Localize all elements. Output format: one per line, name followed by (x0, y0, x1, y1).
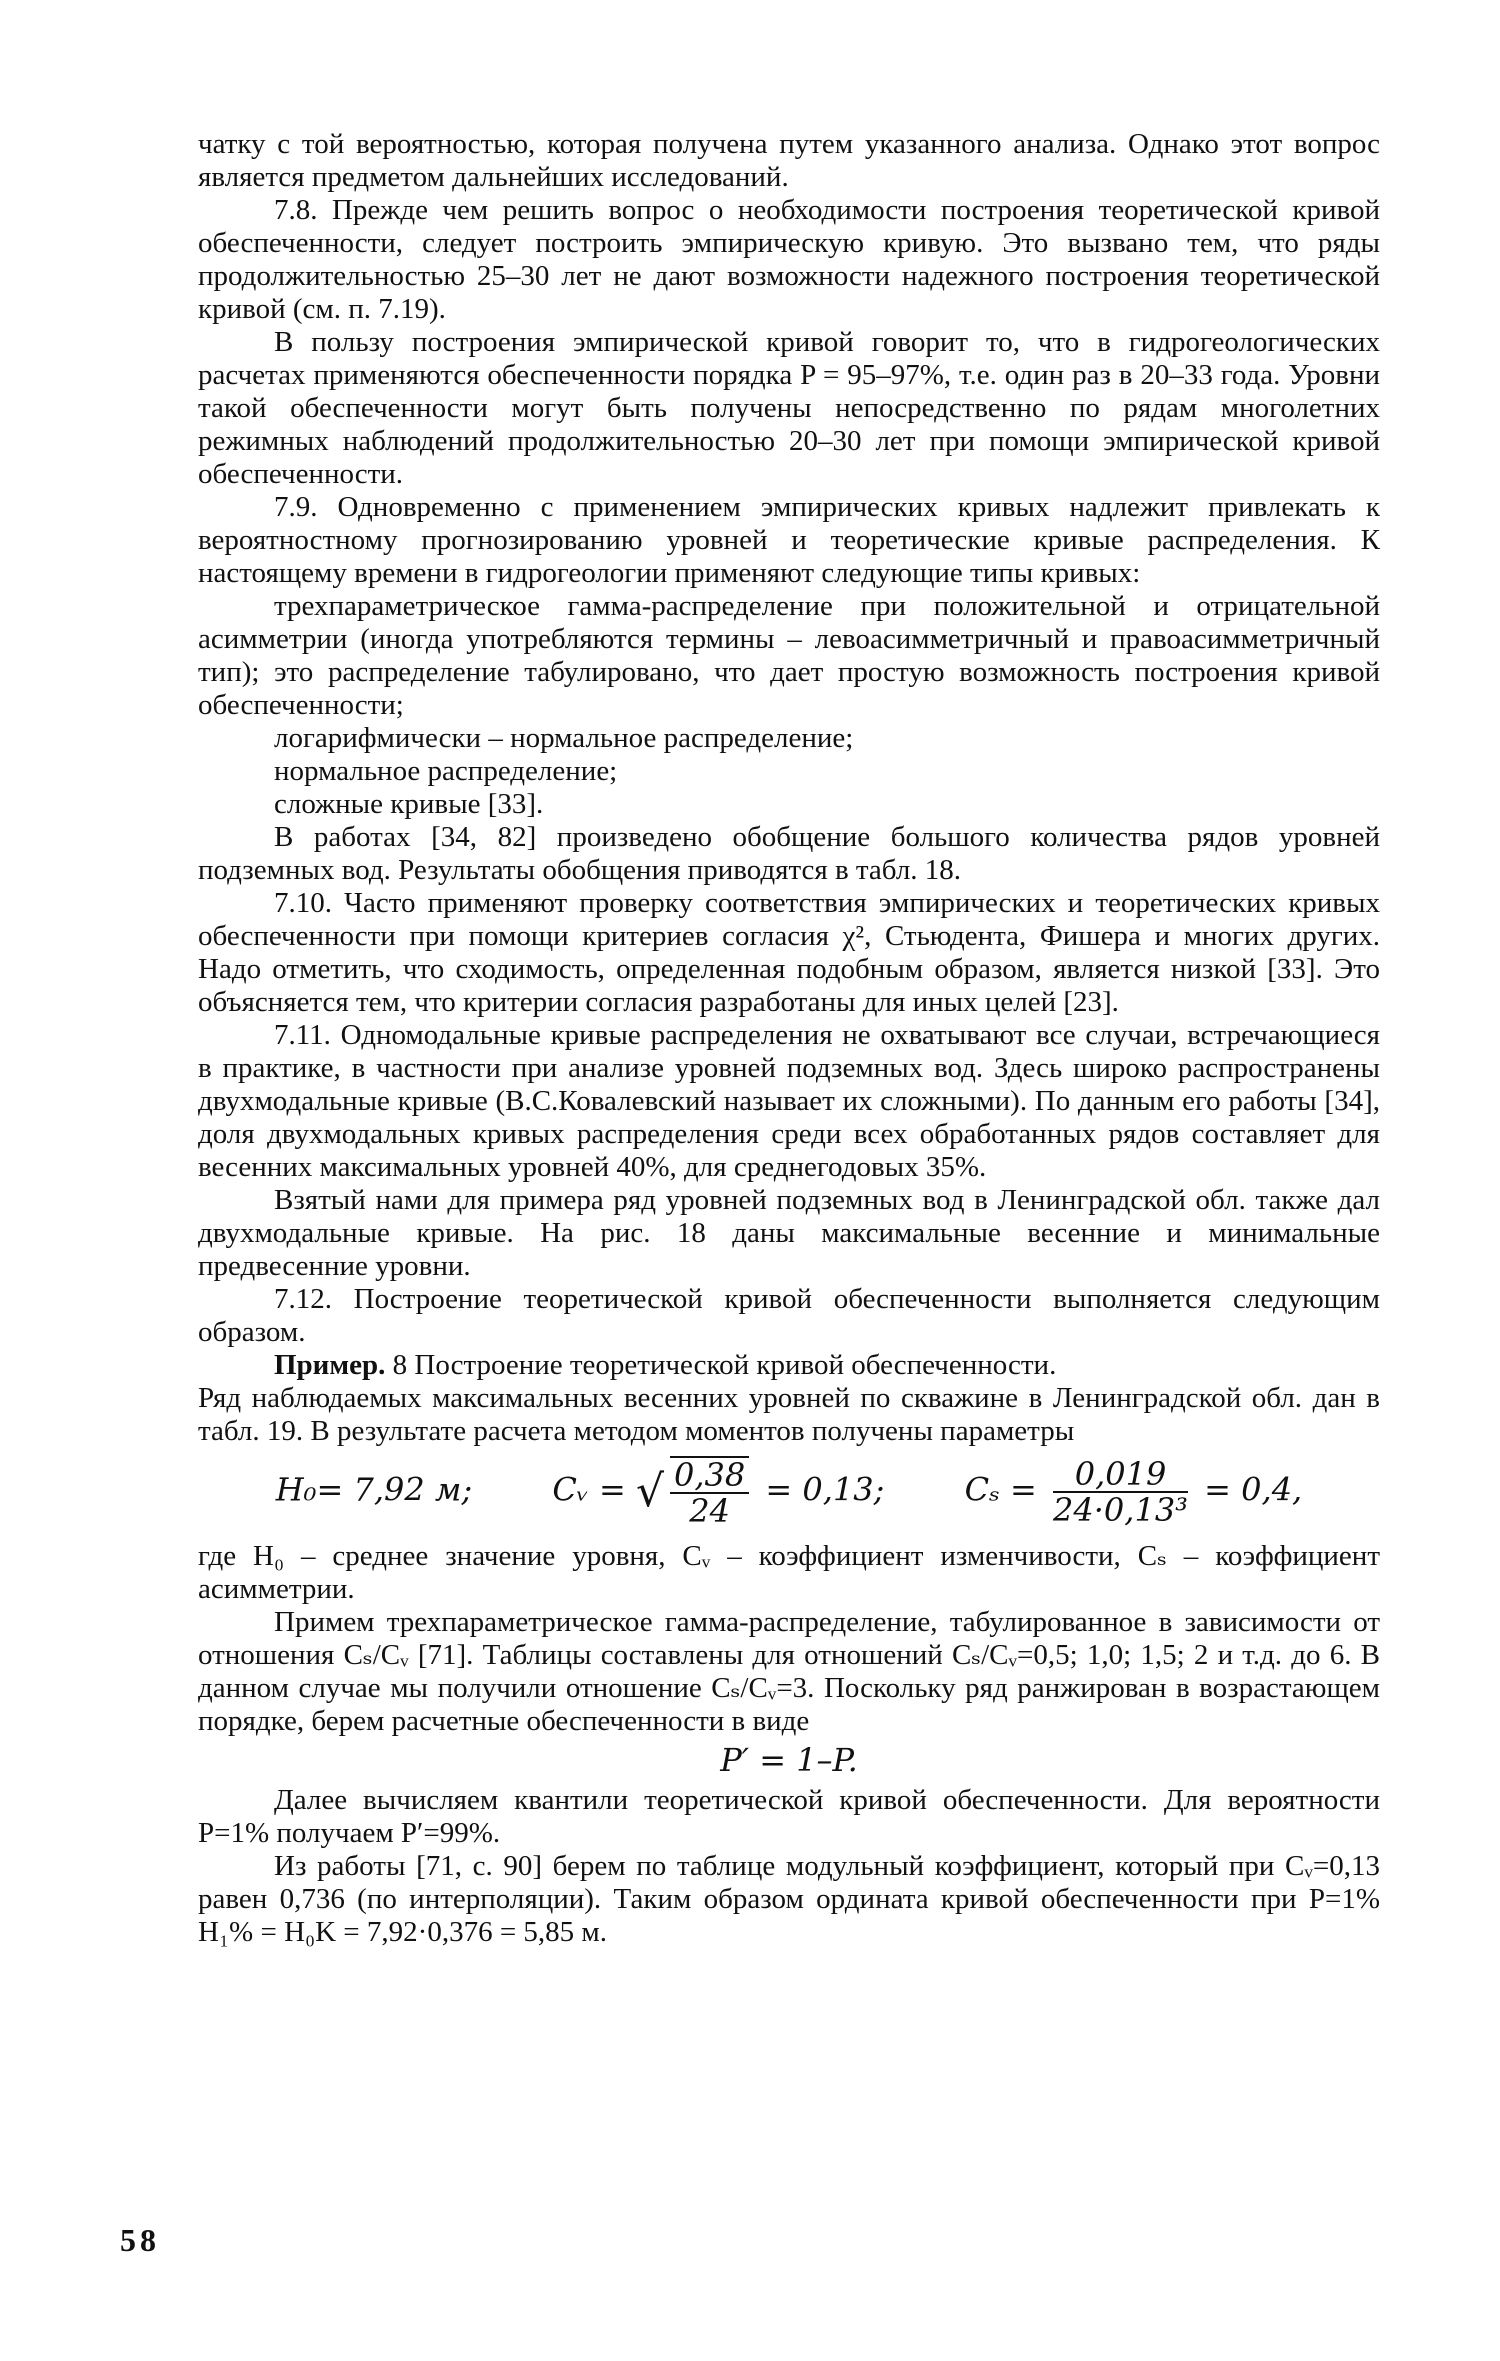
formula-cv-lhs: Cᵥ = (552, 1470, 626, 1509)
paragraph: нормальное распределение; (274, 755, 618, 787)
paragraph: 7.8. Прежде чем решить вопрос о необходимости построения теоретической кривой обеспеченности, следует построить эмпирическую кривую. Это вызвано тем, что ряды продолжительностью 25–30 лет не дают возможности надежного построения теоретической кривой (см. п. 7.19). (198, 194, 1380, 325)
formula-cs-lhs: Cₛ = (964, 1470, 1037, 1509)
paragraph: чатку с той вероятностью, которая получена путем указанного анализа. Однако этот вопрос является предметом дальнейших исследований. (198, 128, 1380, 193)
parameters-formula (198, 1456, 1380, 1528)
paragraph: логарифмически – нормальное распределение; (274, 722, 854, 754)
paragraph: В работах [34, 82] произведено обобщение большого количества рядов уровней подземных вод. Результаты обобщения приводятся в табл. 18. (198, 821, 1380, 886)
example-title: 8 Построение теоретической кривой обеспеченности. (385, 1349, 1057, 1381)
paragraph: где H₀ – среднее значение уровня, Cᵥ – коэффициент изменчивости, Cₛ – коэффициент асимметрии. (198, 1540, 1380, 1605)
formula-h0: H₀= 7,92 м; (275, 1470, 473, 1509)
formula-p-prime: P′ = 1–P. (720, 1741, 858, 1779)
text-block-3 (198, 1784, 1380, 1949)
paragraph: сложные кривые [33]. (274, 788, 544, 820)
example-heading (198, 1349, 1380, 1382)
formula-cs-den: 24·0,13³ (1053, 1491, 1188, 1529)
paragraph: 7.10. Часто применяют проверку соответствия эмпирических и теоретических кривых обеспеченности при помощи критериев согласия χ², Стьюдента, Фишера и многих других. Надо отметить, что сходимость, определенная подобным образом, является низкой [33]. Это объясняется тем, что критерии согласия разработаны для иных целей [23]. (198, 887, 1380, 1018)
formula-cv-den: 24 (689, 1492, 730, 1530)
paragraph: трехпараметрическое гамма-распределение при положительной и отрицательной асимметрии (иногда употребляются термины – левоасимметричный и правоасимметричный тип); это распределение табулировано, что дает простую возможность построения кривой обеспеченности; (198, 590, 1380, 721)
formula-cs-num: 0,019 (1053, 1457, 1188, 1493)
paragraph: В пользу построения эмпирической кривой говорит то, что в гидрогеологических расчетах применяются обеспеченности порядка P = 95–97%, т.е. один раз в 20–33 года. Уровни такой обеспеченности могут быть получены непосредственно по рядам многолетних режимных наблюдений продолжительностью 20–30 лет при помощи эмпирической кривой обеспеченности. (198, 326, 1380, 490)
formula-cv-rhs: = 0,13; (765, 1470, 885, 1509)
paragraph: Взятый нами для примера ряд уровней подземных вод в Ленинградской обл. также дал двухмодальные кривые. На рис. 18 даны максимальные весенние и минимальные предвесенние уровни. (198, 1184, 1380, 1282)
text-block-2 (198, 1540, 1380, 1738)
paragraph: Далее вычисляем квантили теоретической кривой обеспеченности. Для вероятности P=1% получаем P′=99%. (198, 1784, 1380, 1849)
formula-cv-num: 0,38 (670, 1458, 749, 1494)
page-number: 58 (120, 2222, 160, 2258)
text-block-1 (198, 128, 1380, 1349)
formula-cs-rhs: = 0,4, (1204, 1470, 1303, 1509)
sqrt-sign: √ $\frac{0,38}{24}$ (636, 1456, 755, 1528)
paragraph: Примем трехпараметрическое гамма-распределение, табулированное в зависимости от отношения Cₛ/Cᵥ [71]. Таблицы составлены для отношений Cₛ/Cᵥ=0,5; 1,0; 1,5; 2 и т.д. до 6. В данном случае мы получили отношение Cₛ/Cᵥ=3. Поскольку ряд ранжирован в возрастающем порядке, берем расчетные обеспеченности в виде (198, 1606, 1380, 1737)
paragraph: 7.11. Одномодальные кривые распределения не охватывают все случаи, встречающиеся в практике, в частности при анализе уровней подземных вод. Здесь широко распространены двухмодальные кривые (В.С.Ковалевский называет их сложными). По данным его работы [34], доля двухмодальных кривых распределения среди всех обработанных рядов составляет для весенних максимальных уровней 40%, для среднегодовых 35%. (198, 1019, 1380, 1183)
paragraph: 7.12. Построение теоретической кривой обеспеченности выполняется следующим образом. (198, 1283, 1380, 1348)
example-paragraph: Ряд наблюдаемых максимальных весенних уровней по скважине в Ленинградской обл. дан в табл. 19. В результате расчета методом моментов получены параметры (198, 1382, 1380, 1447)
paragraph: 7.9. Одновременно с применением эмпирических кривых надлежит привлекать к вероятностному прогнозированию уровней и теоретические кривые распределения. К настоящему времени в гидрогеологии применяют следующие типы кривых: (198, 491, 1380, 589)
page-content (198, 128, 1380, 1949)
example-label: Пример. (274, 1349, 386, 1381)
paragraph: Из работы [71, с. 90] берем по таблице модульный коэффициент, который при Cᵥ=0,13 равен 0,736 (по интерполяции). Таким образом ордината кривой обеспеченности при P=1% H₁% = H₀K = 7,92·0,376 = 5,85 м. (198, 1850, 1380, 1948)
